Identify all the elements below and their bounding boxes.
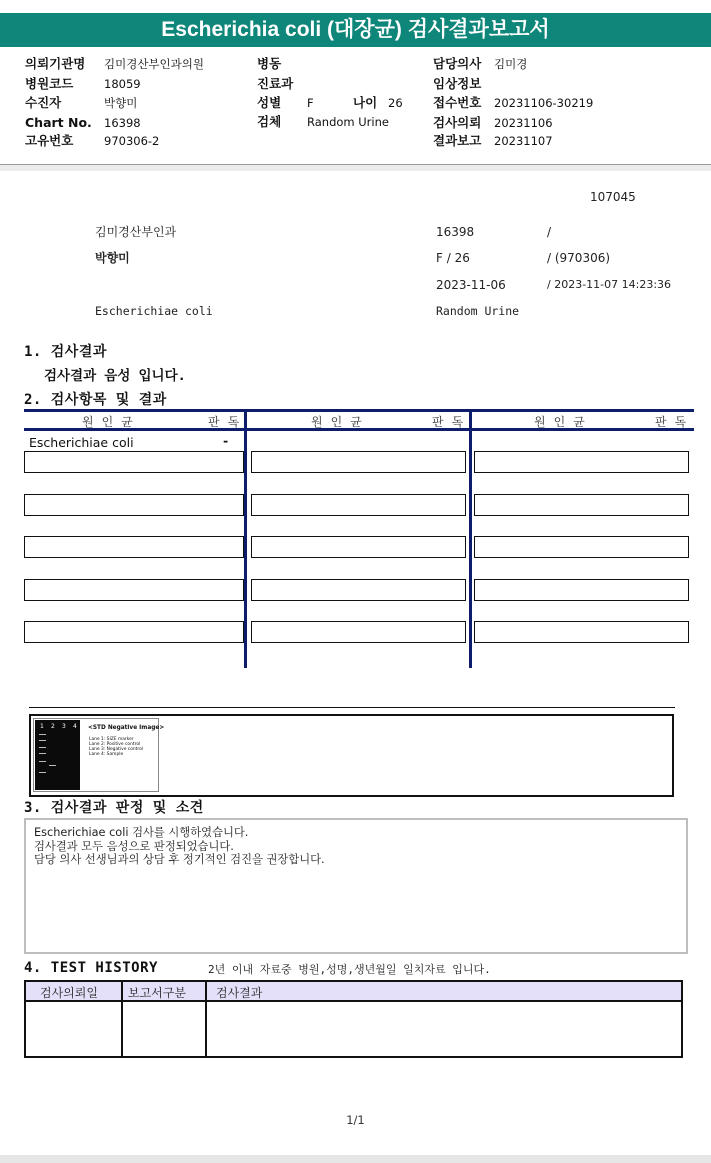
- col-organism-3: 원인균: [534, 415, 593, 429]
- result-cell: [251, 451, 466, 473]
- specimen-value: Random Urine: [307, 115, 389, 129]
- col-judgment-1: 판독: [208, 415, 248, 429]
- result-cell: [251, 536, 466, 558]
- section1-heading: 1. 검사결과: [24, 344, 107, 360]
- opinion-line: 담당 의사 선생님과의 상담 후 정기적인 검진을 권장합니다.: [34, 853, 325, 866]
- section2-heading: 2. 검사항목 및 결과: [24, 392, 167, 408]
- opinion-box: [24, 818, 688, 954]
- gel-band: [49, 765, 56, 766]
- section1-result: 검사결과 음성 입니다.: [44, 368, 186, 384]
- result-cell: [251, 621, 466, 643]
- section4-heading: 4. TEST HISTORY: [24, 960, 158, 976]
- gel-title: <STD Negative Image>: [88, 725, 165, 731]
- report-id: 107045: [590, 190, 636, 204]
- gel-photo: [35, 720, 80, 790]
- gel-band: [39, 753, 46, 754]
- hospital-code-value: 18059: [104, 77, 141, 91]
- col-judgment-3: 판독: [655, 415, 695, 429]
- section3-heading: 3. 검사결과 판정 및 소견: [24, 800, 204, 816]
- gel-image: [33, 718, 165, 792]
- result-cell: [474, 621, 689, 643]
- row1-organism: Escherichiae coli: [29, 435, 134, 450]
- info-chart-no: 16398: [436, 225, 475, 239]
- result-cell: [24, 621, 244, 643]
- lane-label: 3: [62, 723, 66, 730]
- info-birth: / (970306): [547, 251, 611, 265]
- gel-top-rule: [29, 707, 675, 708]
- history-col-divider: [121, 982, 123, 1056]
- history-col-date: 검사의뢰일: [40, 986, 98, 1000]
- result-table-divider-1: [244, 409, 247, 668]
- report-date-value: 20231107: [494, 134, 553, 148]
- specimen-label: 검체: [257, 114, 282, 129]
- result-cell: [474, 579, 689, 601]
- page-number: 1/1: [346, 1113, 365, 1127]
- history-table: [24, 980, 683, 1058]
- info-institution: 김미경산부인과: [95, 225, 177, 239]
- gel-legend-line: Lane 2: Positive control: [89, 742, 141, 747]
- receipt-no-label: 접수번호: [433, 95, 482, 110]
- row1-result: -: [223, 433, 229, 448]
- lane-label: 1: [40, 723, 44, 730]
- opinion-line: Escherichiae coli 검사를 시행하였습니다.: [34, 826, 249, 839]
- doctor-label: 담당의사: [433, 56, 482, 71]
- hospital-code-label: 병원코드: [25, 76, 74, 91]
- dept-label: 진료과: [257, 76, 294, 91]
- history-note: 2년 이내 자료중 병원,성명,생년월일 일치자료 입니다.: [208, 963, 491, 976]
- gel-legend-line: Lane 3: Negative control: [89, 747, 144, 752]
- info-patient: 박향미: [95, 251, 130, 265]
- info-report-datetime: / 2023-11-07 14:23:36: [547, 278, 672, 291]
- unique-no-value: 970306-2: [104, 134, 160, 148]
- receipt-no-value: 20231106-30219: [494, 96, 594, 110]
- result-cell: [474, 451, 689, 473]
- result-cell: [24, 536, 244, 558]
- gel-band: [39, 761, 46, 762]
- result-cell: [251, 579, 466, 601]
- ward-label: 병동: [257, 56, 282, 71]
- result-cell: [24, 494, 244, 516]
- result-cell: [24, 451, 244, 473]
- age-value: 26: [388, 96, 403, 110]
- gel-legend-line: Lane 4: Sample: [89, 752, 124, 757]
- clinical-info-label: 임상정보: [433, 76, 482, 91]
- request-date-value: 20231106: [494, 116, 553, 130]
- info-slash: /: [547, 225, 552, 239]
- result-cell: [474, 536, 689, 558]
- patient-value: 박향미: [104, 96, 138, 110]
- request-date-label: 검사의뢰: [433, 115, 482, 130]
- result-table-divider-2: [469, 409, 472, 668]
- institution-value: 김미경산부인과의원: [104, 57, 204, 71]
- result-cell: [474, 494, 689, 516]
- header-band: [0, 165, 711, 171]
- sex-label: 성별: [257, 95, 282, 110]
- info-request-date: 2023-11-06: [436, 278, 506, 292]
- lane-label: 2: [51, 723, 55, 730]
- doctor-value: 김미경: [494, 57, 528, 71]
- result-cell: [251, 494, 466, 516]
- history-col-result: 검사결과: [216, 986, 263, 1000]
- gel-band: [39, 734, 46, 735]
- report-date-label: 결과보고: [433, 133, 482, 148]
- sex-value: F: [307, 96, 314, 110]
- info-specimen: Random Urine: [436, 304, 520, 318]
- result-cell: [24, 579, 244, 601]
- result-table-top-rule: [24, 409, 694, 412]
- age-label: 나이: [353, 95, 378, 110]
- opinion-line: 검사결과 모두 음성으로 판정되었습니다.: [34, 839, 234, 853]
- col-judgment-2: 판독: [432, 415, 472, 429]
- institution-label: 의뢰기관명: [25, 56, 86, 71]
- unique-no-label: 고유번호: [25, 133, 74, 148]
- info-test-name: Escherichiae coli: [95, 304, 213, 318]
- lane-label: 4: [73, 723, 77, 730]
- patient-label: 수진자: [25, 95, 62, 110]
- history-col-divider: [205, 982, 207, 1056]
- history-header-row: [26, 982, 681, 1002]
- col-organism-2: 원인균: [311, 415, 370, 429]
- gel-band: [39, 740, 46, 741]
- footer-band: [0, 1155, 711, 1163]
- report-title: Escherichia coli (대장균) 검사결과보고서: [0, 13, 711, 47]
- col-organism-1: 원인균: [82, 415, 141, 429]
- history-col-type: 보고서구분: [128, 986, 186, 1000]
- gel-band: [39, 747, 46, 748]
- info-sex-age: F / 26: [436, 251, 470, 265]
- gel-band: [39, 772, 46, 773]
- gel-legend-line: Lane 1: SIZE marker: [89, 737, 134, 742]
- chart-no-value: 16398: [104, 116, 141, 130]
- chart-no-label: Chart No.: [25, 115, 92, 130]
